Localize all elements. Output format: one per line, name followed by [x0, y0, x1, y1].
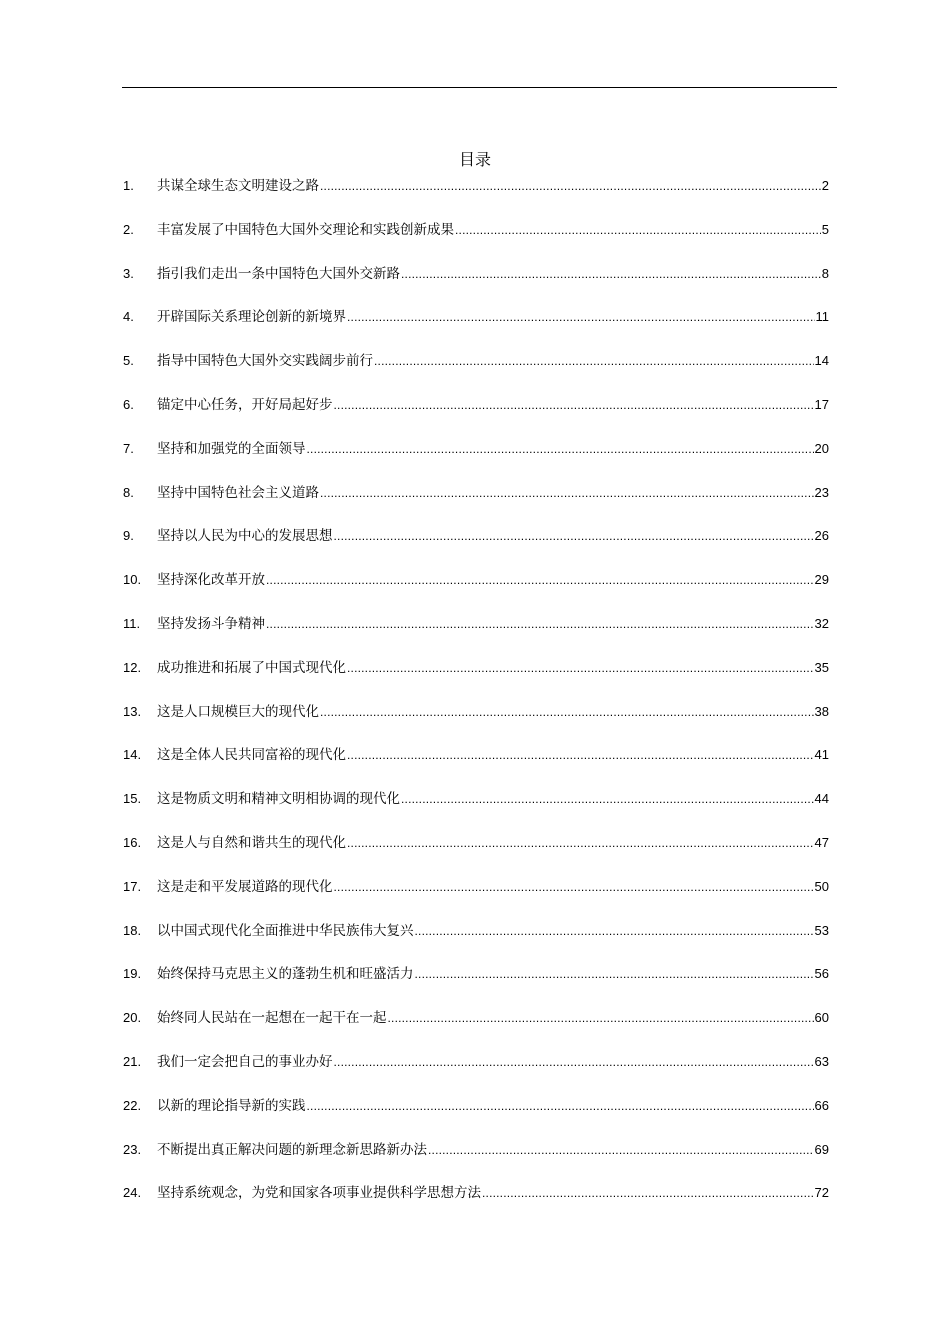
- toc-dot-leader: [334, 1051, 814, 1073]
- toc-entry-page[interactable]: 29: [814, 572, 829, 588]
- toc-entry[interactable]: [123, 394, 829, 438]
- toc-entry-page[interactable]: 32: [814, 615, 829, 631]
- toc-entry[interactable]: [123, 350, 829, 394]
- toc-entry-number: 9.: [123, 528, 134, 544]
- toc-entry-page[interactable]: 14: [814, 353, 829, 369]
- toc-entry-number: 18.: [123, 922, 142, 938]
- toc-dot-leader: [266, 613, 814, 635]
- toc-entry[interactable]: [123, 744, 829, 788]
- toc-entry[interactable]: [123, 832, 829, 876]
- toc-entry[interactable]: [123, 306, 829, 350]
- toc-entry[interactable]: [123, 482, 829, 526]
- toc-entry-title[interactable]: 坚持和加强党的全面领导: [157, 440, 306, 457]
- toc-entry-page[interactable]: 53: [814, 922, 829, 938]
- toc-entry[interactable]: [123, 613, 829, 657]
- toc-entry-number: 21.: [123, 1053, 142, 1069]
- toc-entry-page[interactable]: 72: [814, 1185, 829, 1201]
- toc-entry-page[interactable]: 17: [814, 396, 829, 412]
- toc-entry-page[interactable]: 8: [821, 265, 829, 281]
- toc-entry-title[interactable]: 锚定中心任务，开好局起好步: [157, 396, 333, 413]
- toc-entry[interactable]: [123, 657, 829, 701]
- toc-dot-leader: [347, 657, 814, 679]
- toc-entry-title[interactable]: 始终保持马克思主义的蓬勃生机和旺盛活力: [157, 966, 414, 983]
- toc-entry-number: 6.: [123, 396, 134, 412]
- toc-entry-title[interactable]: 这是人与自然和谐共生的现代化: [157, 834, 346, 851]
- toc-dot-leader: [320, 175, 821, 197]
- toc-list: [123, 175, 829, 1226]
- toc-entry-page[interactable]: 60: [814, 1010, 829, 1026]
- toc-entry-page[interactable]: 66: [814, 1097, 829, 1113]
- toc-dot-leader: [320, 701, 814, 723]
- toc-dot-leader: [334, 876, 814, 898]
- toc-entry-number: 10.: [123, 572, 142, 588]
- toc-dot-leader: [347, 744, 814, 766]
- toc-entry-page[interactable]: 23: [814, 484, 829, 500]
- toc-entry[interactable]: [123, 1007, 829, 1051]
- toc-entry-title[interactable]: 指引我们走出一条中国特色大国外交新路: [157, 265, 400, 282]
- toc-entry[interactable]: [123, 1139, 829, 1183]
- toc-entry-page[interactable]: 26: [814, 528, 829, 544]
- toc-entry[interactable]: [123, 1182, 829, 1226]
- toc-entry-number: 11.: [123, 615, 141, 631]
- toc-dot-leader: [415, 920, 814, 942]
- toc-entry-number: 15.: [123, 791, 142, 807]
- toc-entry-title[interactable]: 指导中国特色大国外交实践阔步前行: [157, 353, 373, 370]
- toc-entry-number: 5.: [123, 353, 134, 369]
- toc-dot-leader: [307, 1095, 814, 1117]
- toc-entry-number: 8.: [123, 484, 134, 500]
- header-rule: [122, 87, 837, 88]
- toc-entry-page[interactable]: 35: [814, 659, 829, 675]
- toc-entry-page[interactable]: 56: [814, 966, 829, 982]
- toc-entry-title[interactable]: 不断提出真正解决问题的新理念新思路新办法: [157, 1141, 427, 1158]
- toc-entry-page[interactable]: 11: [815, 309, 829, 325]
- toc-dot-leader: [374, 350, 814, 372]
- toc-dot-leader: [347, 832, 814, 854]
- toc-entry-page[interactable]: 5: [821, 221, 829, 237]
- toc-entry[interactable]: [123, 263, 829, 307]
- toc-entry[interactable]: [123, 525, 829, 569]
- toc-entry-title[interactable]: 这是全体人民共同富裕的现代化: [157, 747, 346, 764]
- toc-entry-number: 1.: [123, 178, 134, 193]
- toc-entry[interactable]: [123, 876, 829, 920]
- toc-entry-number: 7.: [123, 440, 134, 456]
- toc-entry-number: 24.: [123, 1185, 142, 1201]
- toc-entry-number: 17.: [123, 878, 142, 894]
- toc-entry[interactable]: [123, 920, 829, 964]
- toc-entry[interactable]: [123, 175, 829, 219]
- toc-entry[interactable]: [123, 701, 829, 745]
- toc-dot-leader: [388, 1007, 814, 1029]
- toc-entry-page[interactable]: 41: [814, 747, 829, 763]
- toc-entry-number: 22.: [123, 1097, 142, 1113]
- toc-dot-leader: [401, 788, 814, 810]
- toc-entry-number: 20.: [123, 1010, 142, 1026]
- toc-entry-title[interactable]: 丰富发展了中国特色大国外交理论和实践创新成果: [157, 221, 454, 238]
- toc-dot-leader: [401, 263, 821, 285]
- toc-entry-title[interactable]: 坚持以人民为中心的发展思想: [157, 528, 333, 545]
- toc-entry-title[interactable]: 始终同人民站在一起想在一起干在一起: [157, 1010, 387, 1027]
- toc-dot-leader: [307, 438, 814, 460]
- toc-entry-page[interactable]: 20: [814, 440, 829, 456]
- toc-dot-leader: [320, 482, 814, 504]
- toc-entry-title[interactable]: 这是走和平发展道路的现代化: [157, 878, 333, 895]
- toc-title: 目录: [458, 150, 491, 169]
- toc-entry-page[interactable]: 63: [814, 1053, 829, 1069]
- toc-entry-page[interactable]: 50: [814, 878, 829, 894]
- toc-dot-leader: [428, 1139, 814, 1161]
- toc-dot-leader: [482, 1182, 814, 1204]
- toc-entry-title[interactable]: 这是物质文明和精神文明相协调的现代化: [157, 791, 400, 808]
- toc-dot-leader: [455, 219, 821, 241]
- toc-entry-page[interactable]: 44: [814, 791, 829, 807]
- toc-dot-leader: [415, 963, 814, 985]
- toc-entry[interactable]: [123, 569, 829, 613]
- toc-entry-title[interactable]: 坚持发扬斗争精神: [157, 615, 265, 632]
- toc-entry[interactable]: [123, 219, 829, 263]
- toc-entry-page[interactable]: 69: [814, 1141, 829, 1157]
- toc-entry-page[interactable]: 38: [814, 703, 829, 719]
- toc-entry[interactable]: [123, 1095, 829, 1139]
- toc-entry-title[interactable]: 以新的理论指导新的实践: [157, 1097, 306, 1114]
- toc-entry-title[interactable]: 成功推进和拓展了中国式现代化: [157, 659, 346, 676]
- toc-entry-number: 3.: [123, 265, 134, 281]
- toc-entry-number: 13.: [123, 703, 142, 719]
- toc-entry-title[interactable]: 开辟国际关系理论创新的新境界: [157, 309, 346, 326]
- toc-entry-title[interactable]: 坚持深化改革开放: [157, 572, 265, 589]
- toc-entry[interactable]: [123, 438, 829, 482]
- toc-entry[interactable]: [123, 963, 829, 1007]
- toc-dot-leader: [334, 394, 814, 416]
- toc-entry-number: 16.: [123, 834, 142, 850]
- toc-entry-title[interactable]: 共谋全球生态文明建设之路: [157, 178, 319, 194]
- toc-dot-leader: [334, 525, 814, 547]
- toc-entry-number: 4.: [123, 309, 134, 325]
- toc-entry-number: 12.: [123, 659, 142, 675]
- toc-entry-title[interactable]: 以中国式现代化全面推进中华民族伟大复兴: [157, 922, 414, 939]
- toc-entry-number: 23.: [123, 1141, 142, 1157]
- toc-entry-number: 14.: [123, 747, 142, 763]
- toc-dot-leader: [266, 569, 814, 591]
- toc-dot-leader: [347, 306, 815, 328]
- toc-entry-title[interactable]: 我们一定会把自己的事业办好: [157, 1053, 333, 1070]
- toc-entry-page[interactable]: 2: [821, 178, 829, 193]
- toc-entry-number: 2.: [123, 221, 134, 237]
- toc-entry-title[interactable]: 坚持系统观念，为党和国家各项事业提供科学思想方法: [157, 1185, 481, 1202]
- toc-entry-title[interactable]: 坚持中国特色社会主义道路: [157, 484, 319, 501]
- toc-entry-number: 19.: [123, 966, 142, 982]
- toc-entry[interactable]: [123, 788, 829, 832]
- toc-entry[interactable]: [123, 1051, 829, 1095]
- toc-entry-page[interactable]: 47: [814, 834, 829, 850]
- toc-entry-title[interactable]: 这是人口规模巨大的现代化: [157, 703, 319, 720]
